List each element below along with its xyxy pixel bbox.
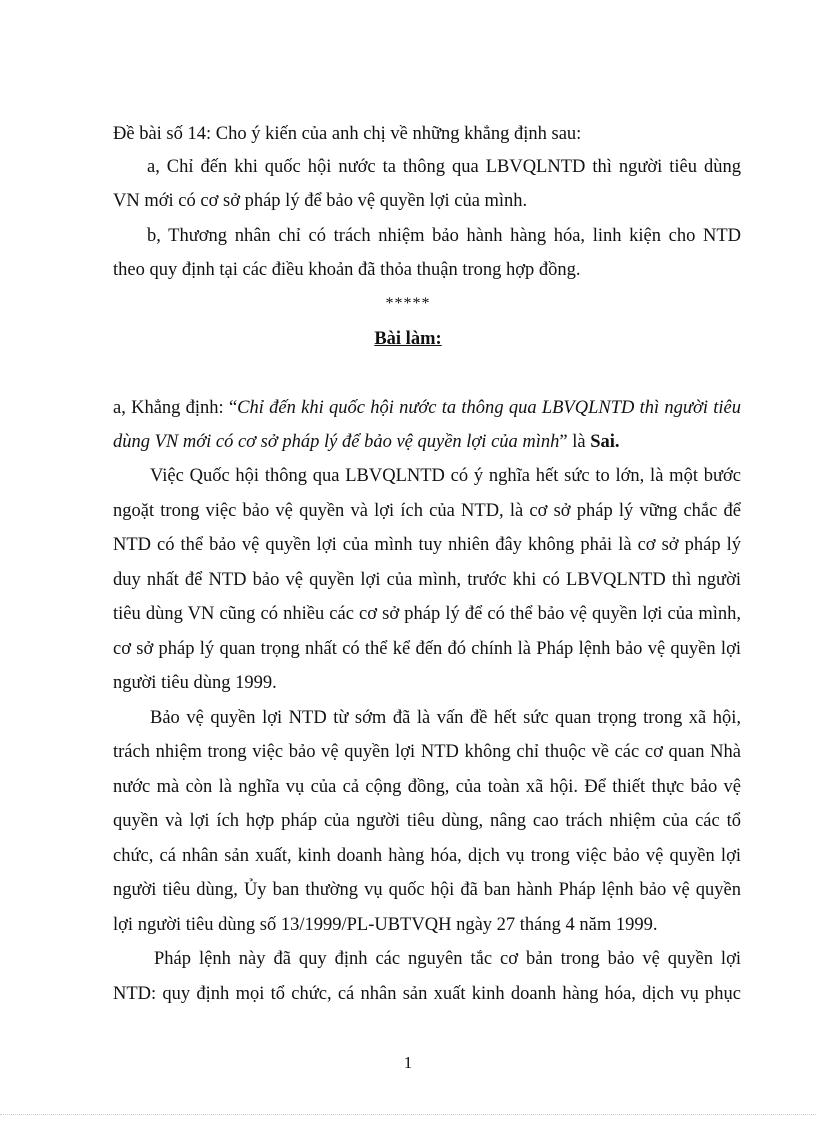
para1-line-2: ngoặt trong việc bảo vệ quyền và lợi ích của NTD, là cơ sở pháp lý vững chắc để bbox=[113, 501, 741, 521]
claim-line-1 bbox=[113, 396, 741, 420]
prompt-title: Đề bài số 14: Cho ý kiến của anh chị về những khẳng định sau: bbox=[113, 124, 582, 144]
para1-line-4: duy nhất để NTD bảo vệ quyền lợi của mình, trước khi có LBVQLNTD thì người bbox=[113, 570, 741, 590]
para3-line-1: Pháp lệnh này đã quy định các nguyên tắc cơ bản trong bảo vệ quyền lợi bbox=[154, 949, 741, 969]
para2-line-7: lợi người tiêu dùng số 13/1999/PL-UBTVQH ngày 27 tháng 4 năm 1999. bbox=[113, 915, 658, 935]
prompt-a-line-1: a, Chỉ đến khi quốc hội nước ta thông qua LBVQLNTD thì người tiêu dùng bbox=[147, 157, 741, 177]
page-bottom-rule bbox=[0, 1114, 816, 1115]
separator-stars: ***** bbox=[385, 295, 431, 312]
claim-suffix: ” là bbox=[559, 432, 591, 452]
claim-verdict: Sai. bbox=[590, 432, 620, 452]
prompt-a-line-2: VN mới có cơ sở pháp lý để bảo vệ quyền lợi của mình. bbox=[113, 191, 528, 211]
prompt-b-line-1: b, Thương nhân chỉ có trách nhiệm bảo hành hàng hóa, linh kiện cho NTD bbox=[147, 226, 741, 246]
para2-line-2: trách nhiệm trong việc bảo vệ quyền lợi NTD không chỉ thuộc về các cơ quan Nhà bbox=[113, 742, 741, 762]
para3-line-2: NTD: quy định mọi tổ chức, cá nhân sản xuất kinh doanh hàng hóa, dịch vụ phục bbox=[113, 984, 741, 1004]
claim-quote-2: dùng VN mới có cơ sở pháp lý để bảo vệ quyền lợi của mình bbox=[113, 432, 560, 452]
answer-heading: Bài làm: bbox=[374, 329, 442, 349]
para1-line-1: Việc Quốc hội thông qua LBVQLNTD có ý nghĩa hết sức to lớn, là một bước bbox=[150, 466, 741, 486]
para2-line-6: người tiêu dùng, Ủy ban thường vụ quốc hội đã ban hành Pháp lệnh bảo vệ quyền bbox=[113, 880, 741, 900]
para2-line-3: nước mà còn là nghĩa vụ của cả cộng đồng, của toàn xã hội. Để thiết thực bảo vệ bbox=[113, 777, 741, 797]
para1-line-7: người tiêu dùng 1999. bbox=[113, 673, 277, 693]
para1-line-3: NTD có thể bảo vệ quyền lợi của mình tuy nhiên đây không phải là cơ sở pháp lý bbox=[113, 535, 741, 555]
para2-line-4: quyền và lợi ích hợp pháp của người tiêu dùng, nâng cao trách nhiệm của các tổ bbox=[113, 811, 741, 831]
para2-line-1: Bảo vệ quyền lợi NTD từ sớm đã là vấn đề hết sức quan trọng trong xã hội, bbox=[150, 708, 741, 728]
prompt-b-line-2: theo quy định tại các điều khoản đã thỏa thuận trong hợp đồng. bbox=[113, 260, 581, 280]
claim-prefix: a, Khẳng định: “ bbox=[113, 398, 238, 418]
claim-line-2 bbox=[113, 430, 741, 454]
page-number: 1 bbox=[403, 1053, 413, 1072]
claim-quote-1: Chỉ đến khi quốc hội nước ta thông qua LBVQLNTD thì người tiêu bbox=[237, 398, 741, 418]
para1-line-5: tiêu dùng VN cũng có nhiều các cơ sở pháp lý để có thể bảo vệ quyền lợi của mình, bbox=[113, 604, 741, 624]
para1-line-6: cơ sở pháp lý quan trọng nhất có thể kể đến đó chính là Pháp lệnh bảo vệ quyền lợi bbox=[113, 639, 741, 659]
para2-line-5: chức, cá nhân sản xuất, kinh doanh hàng hóa, dịch vụ trong việc bảo vệ quyền lợi bbox=[113, 846, 741, 866]
